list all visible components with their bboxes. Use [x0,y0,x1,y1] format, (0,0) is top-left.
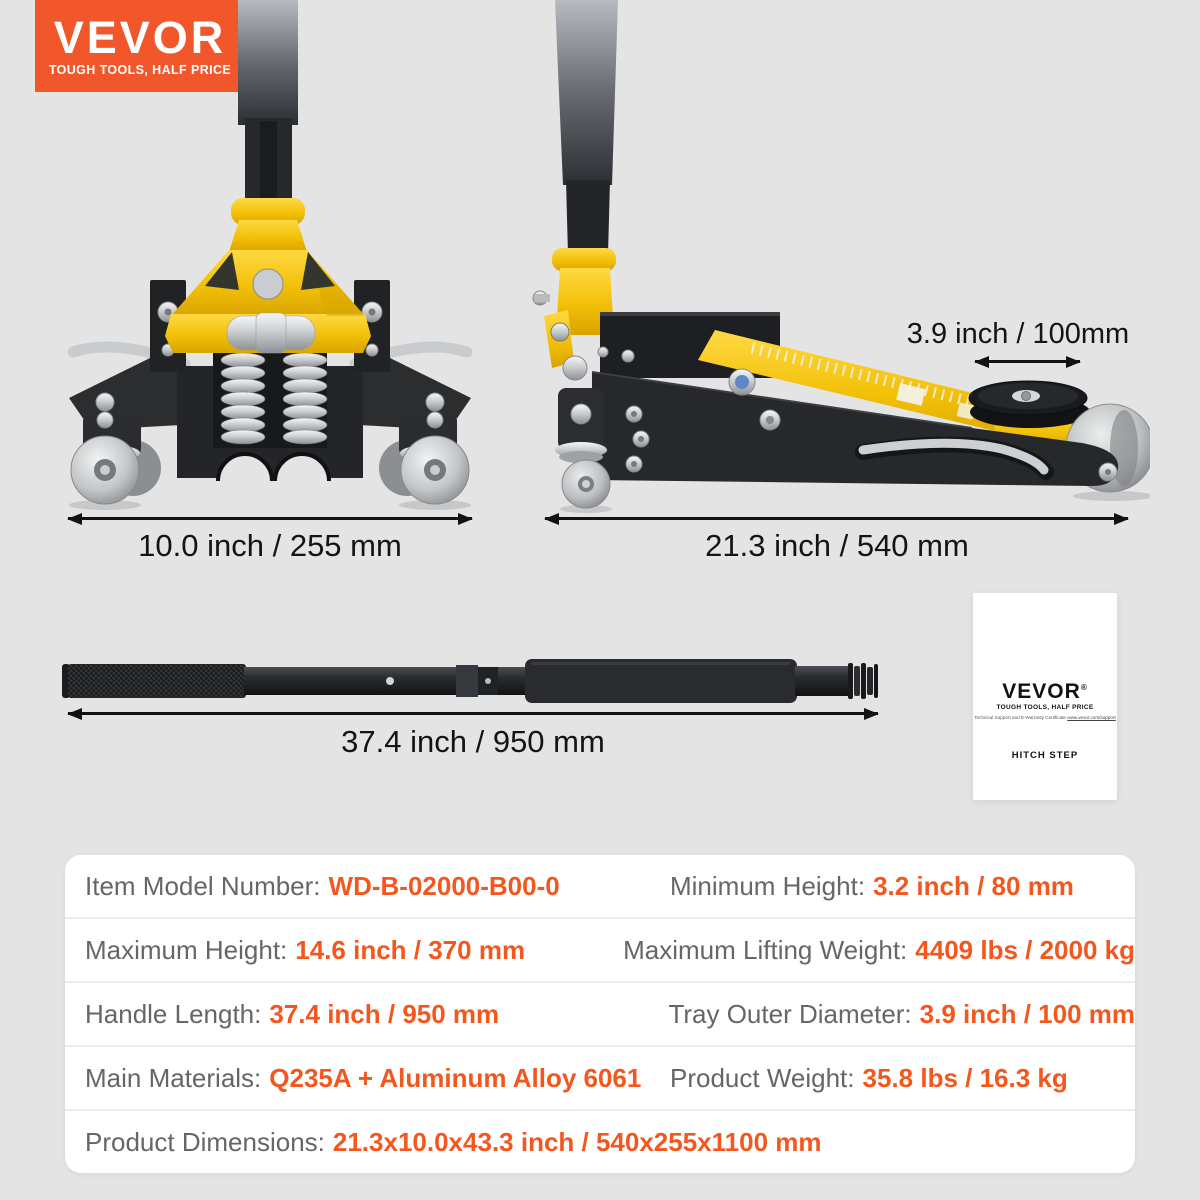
spec-value: 3.2 inch / 80 mm [873,870,1074,901]
support-link: www.vevor.com/support [1067,715,1116,720]
tray-diameter-label: 3.9 inch / 100mm [906,318,1130,350]
side-length-label: 21.3 inch / 540 mm [705,528,969,563]
registered-mark: ® [1080,683,1088,692]
spec-row-3 [65,981,1135,1045]
spec-label: Maximum Height: [85,934,288,965]
spec-table [65,855,1135,1173]
spec-cell [65,871,670,902]
tray-diameter-arrow [975,360,1080,363]
spec-cell [65,1063,670,1094]
spec-value: 3.9 inch / 100 mm [919,998,1135,1029]
spec-value: 35.8 lbs / 16.3 kg [862,1062,1068,1093]
manual-product-name: HITCH STEP [1011,750,1079,761]
jack-handle-photo [60,652,885,710]
jack-front-view-photo [55,0,485,515]
handle-tip [795,663,878,699]
front-width-label: 10.0 inch / 255 mm [138,528,402,563]
spec-row-2 [65,917,1135,981]
spec-label: Main Materials: [85,1062,262,1093]
handle-grip [62,664,246,698]
spec-label: Tray Outer Diameter: [668,998,912,1029]
spec-row-5 [65,1109,1135,1173]
handle-post [555,0,618,255]
spec-cell [668,999,1135,1030]
spec-value: WD-B-02000-B00-0 [328,870,560,901]
spec-cell [623,935,1135,966]
spec-label: Minimum Height: [670,870,866,901]
chrome-crossbar [227,313,315,353]
handle-shaft [244,665,530,697]
side-length-arrow [545,517,1128,520]
spec-row-1 [65,855,1135,917]
manual-card [973,593,1117,800]
spec-cell [65,1127,1135,1158]
spec-row-4 [65,1045,1135,1109]
manual-tagline: TOUGH TOOLS, HALF PRICE [996,704,1094,711]
handle-post [238,0,298,213]
jack-side-view-photo [530,0,1150,515]
spec-label: Product Weight: [670,1062,855,1093]
handle-sleeve [525,659,797,703]
spec-value: 37.4 inch / 950 mm [269,998,500,1029]
manual-brand: VEVOR® [1002,680,1088,703]
front-width-arrow [68,517,472,520]
handle-length-label: 37.4 inch / 950 mm [341,724,605,759]
brand-tagline: TOUGH TOOLS, HALF PRICE [48,63,232,77]
spec-label: Item Model Number: [85,870,321,901]
spec-value: 14.6 inch / 370 mm [295,934,526,965]
spec-value: 4409 lbs / 2000 kg [915,934,1135,965]
spec-value: 21.3x10.0x43.3 inch / 540x255x1100 mm [332,1126,822,1157]
brand-logo-text: VEVOR [53,12,227,63]
spec-cell [670,871,1135,902]
manual-support-line: Technical Support and E-Warranty Certificate www.vevor.com/support [974,715,1116,720]
spec-cell [670,1063,1135,1094]
spec-cell [65,935,623,966]
rear-caster [555,388,612,513]
spec-value: Q235A + Aluminum Alloy 6061 [269,1062,642,1093]
spec-cell [65,999,668,1030]
base-casting [177,352,363,508]
spec-label: Product Dimensions: [85,1126,325,1157]
handle-length-arrow [68,712,878,715]
spec-label: Handle Length: [85,998,262,1029]
spec-label: Maximum Lifting Weight: [623,934,908,965]
